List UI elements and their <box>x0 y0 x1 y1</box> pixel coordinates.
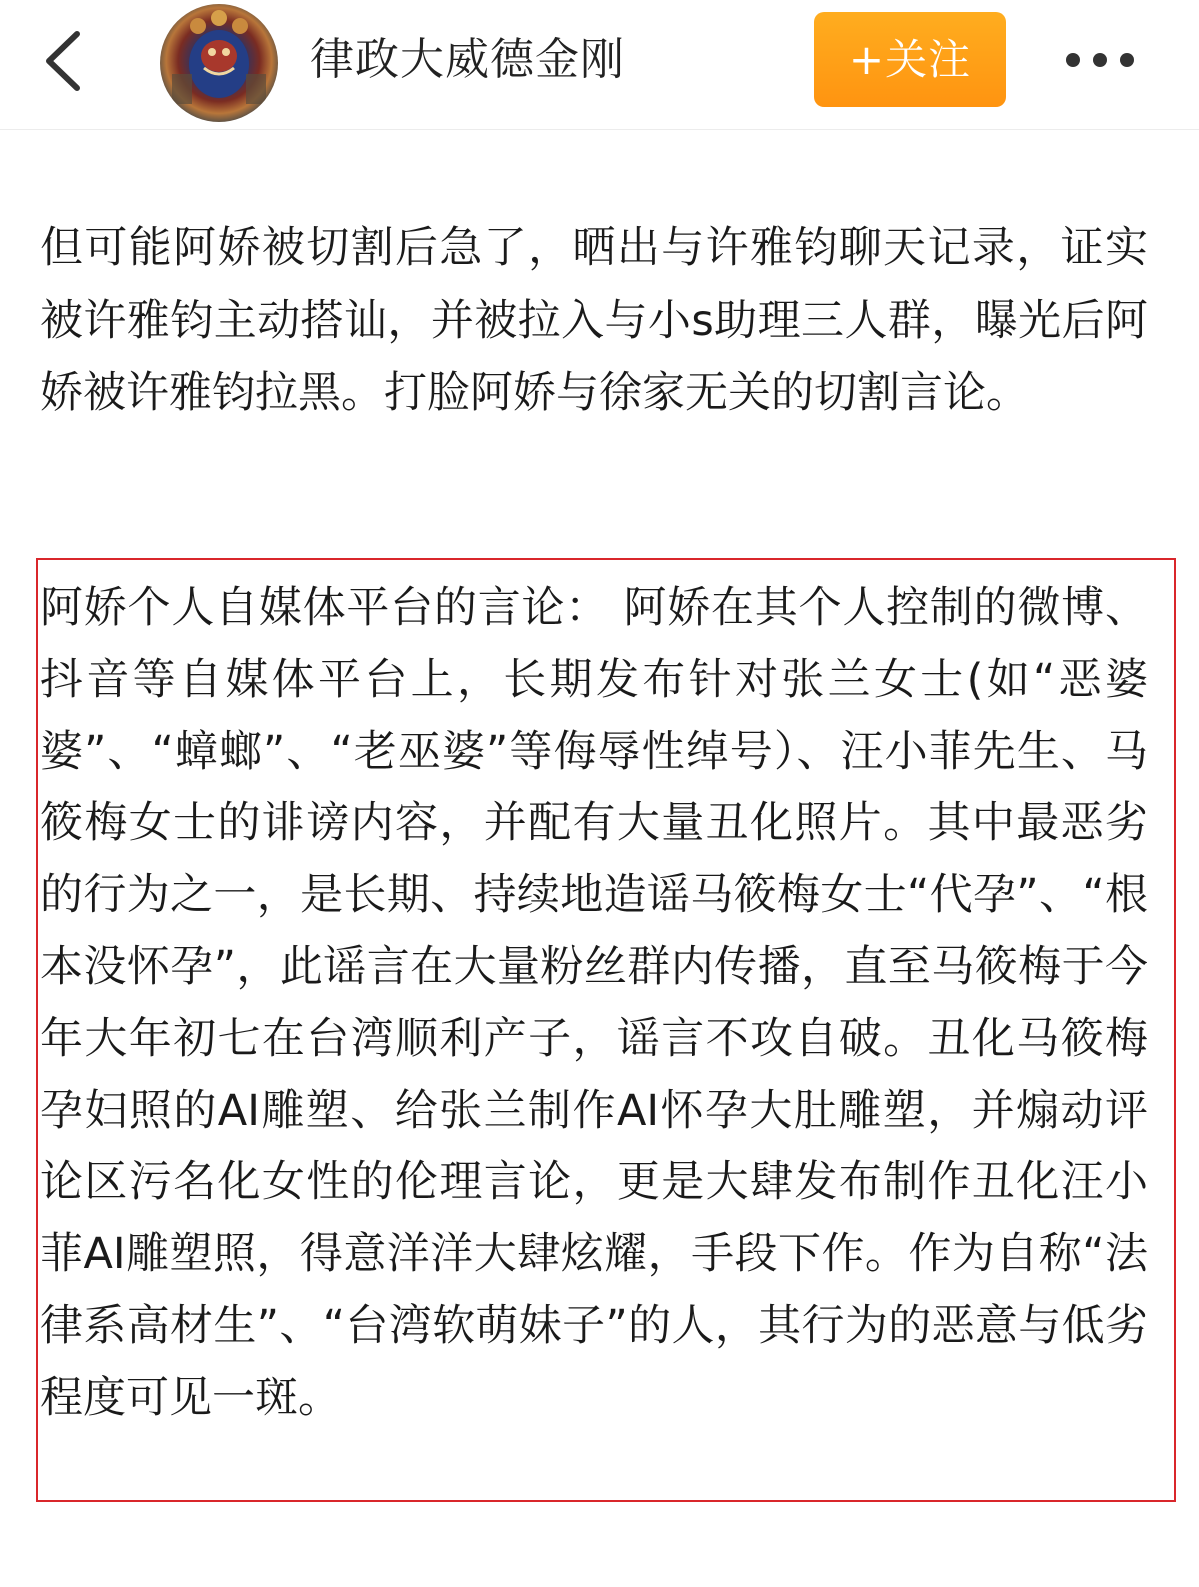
more-button[interactable] <box>1060 38 1140 82</box>
chevron-left-icon <box>43 30 83 92</box>
more-horizontal-icon <box>1066 53 1080 67</box>
avatar[interactable] <box>160 4 278 122</box>
more-horizontal-icon <box>1120 53 1134 67</box>
avatar-image <box>160 4 278 122</box>
top-bar <box>0 0 1199 130</box>
quoted-paragraph: 阿娇个人自媒体平台的言论： 阿娇在其个人控制的微博、抖音等自媒体平台上，长期发布针对张兰女士(如“恶婆婆”、“蟑螂”、“老巫婆”等侮辱性绰号）、汪小菲先生、马筱梅女士的诽谤内容，并配有大量丑化照片。其中最恶劣的行为之一，是长期、持续地造谣马筱梅女士“代孕”、“根本没怀孕”，此谣言在大量粉丝群内传播，直至马筱梅于今年大年初七在台湾顺利产子，谣言不攻自破。丑化马筱梅孕妇照的AI雕塑、给张兰制作AI怀孕大肚雕塑，并煽动评论区污名化女性的伦理言论，更是大肆发布制作丑化汪小菲AI雕塑照，得意洋洋大肆炫耀，手段下作。作为自称“法律系高材生”、“台湾软萌妹子”的人，其行为的恶意与低劣程度可见一斑。 <box>40 583 1148 1423</box>
post-paragraph: 但可能阿娇被切割后急了，晒出与许雅钧聊天记录，证实被许雅钧主动搭讪，并被拉入与小s助理三人群，曝光后阿娇被许雅钧拉黑。打脸阿娇与徐家无关的切割言论。 <box>40 223 1148 418</box>
follow-button[interactable]: +关注 <box>814 12 1006 107</box>
back-button[interactable] <box>38 28 88 94</box>
more-horizontal-icon <box>1093 53 1107 67</box>
username[interactable]: 律政大威德金刚 <box>310 34 625 85</box>
